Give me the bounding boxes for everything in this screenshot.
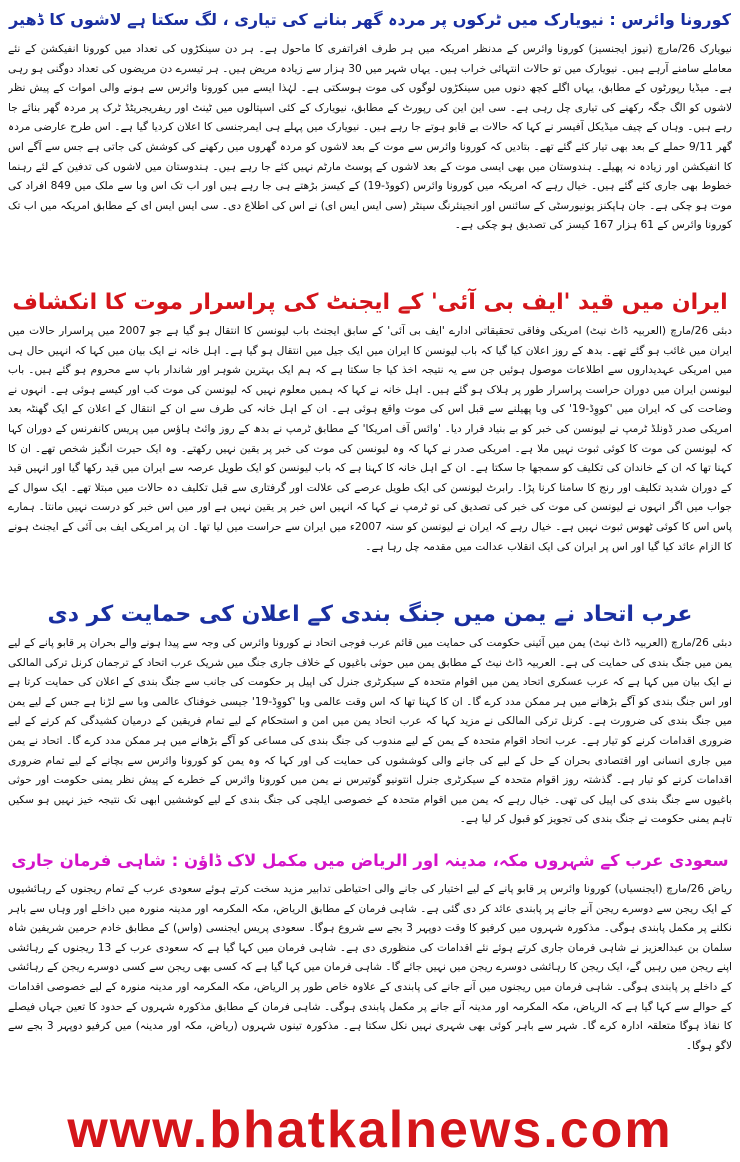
headline-saudi-lockdown: سعودی عرب کے شہروں مکہ، مدینہ اور الریاض میں مکمل لاک ڈاؤن : شاہی فرمان جاری <box>11 851 729 870</box>
headline-new-york-morgue: کورونا وائرس : نیویارک میں ٹرکوں پر مردہ گھر بنانے کی تیاری ، لگ سکتا ہے لاشوں کا ڈھیر <box>9 10 731 29</box>
article-fbi-agent-iran <box>0 280 740 614</box>
body-yemen-ceasefire: دبئی 26/مارچ (العربیہ ڈاٹ نیٹ) یمن میں آئینی حکومت کی حمایت میں قائم عرب فوجی اتحاد نے کورونا وائرس کی وجہ سے پیدا ہونے والے بحران پر قابو پانے کے لیے یمن میں جنگ بندی کی حمایت کی ہے۔ العربیہ ڈاٹ نیٹ کے مطابق یمن میں حوثی باغیوں کے خلاف جاری جنگ میں شریک عرب اتحاد کے ترجمان کرنل ترکی المالکی نے ایک بیان میں کہا ہے کہ عرب عسکری اتحاد یمن میں اقوام متحدہ کے سیکرٹری جنرل کی اپیل پر حکومت کی جانب سے جنگ بندی کے اعلان کی حمایت کرتا ہے اور اس جنگ بندی کو آگے بڑھانے میں ہر ممکن مدد کرے گا۔ ان کا کہنا تھا کہ اس وقت عالمی وبا 'کووِڈ-19' جیسی خوفناک عالمی وبا سے لڑنا ہے جس کے لیے یمن میں جنگ بندی کی ضرورت ہے۔ کرنل ترکی المالکی نے مزید کہا کہ عرب اتحاد یمن میں امن و استحکام کے لیے تمام فریقین کے درمیان کشیدگی کم کرنے کے لیے ضروری اقدامات کرنے کو تیار ہے۔ عرب اتحاد اقوام متحدہ کے یمن کے لیے مندوب کی جنگ بندی کی مساعی کو آگے بڑھانے میں ہر ممکن مدد کرے گا۔ اتحاد نے یمن میں جاری انسانی اور اقتصادی بحران کے حل کے لیے کی جانے والی کوششوں کی حمایت کی اور کہا کہ وہ یمن کو کورونا وائرس سے بچانے کے لیے تمام ضروری اقدامات کرنے کو تیار ہے۔ گذشتہ روز اقوام متحدہ کے سیکرٹری جنرل انتونیو گوتیرس نے یمن میں کورونا وائرس کے خطرے کے پیش نظر یمنی حکومت اور حوثی باغیوں سے جنگ بندی کی اپیل کی تھی۔ خیال رہے کہ یمن میں اقوام متحدہ کے خصوصی ایلچی کی جنگ بندی کے لیے کوششیں ابھی تک نتیجہ خیز نہیں ہو سکیں تاہم یمنی حکومت نے جنگ بندی کی تجویز کو قبول کر لیا ہے۔ <box>8 637 732 826</box>
headline-fbi-agent-iran: ایران میں قید 'ایف بی آئی' کے ایجنٹ کی پراسرار موت کا انکشاف <box>12 290 728 315</box>
article-yemen-ceasefire <box>0 596 740 869</box>
body-saudi-lockdown: ریاض 26/مارچ (ایجنسیاں) کورونا وائرس پر قابو پانے کے لیے اختیار کی جانے والی احتیاطی تدابیر مزید سخت کرتے ہوئے سعودی عرب کے تمام ریجنوں کے رہائشیوں کے ایک ریجن سے دوسرے ریجن آنے جانے پر پابندی عائد کر دی گئی ہے۔ شاہی فرمان کے مطابق الریاض، مکہ المکرمہ اور مدینہ منورہ میں داخلے اور وہاں سے باہر نکلنے پر مکمل پابندی ہوگی۔ مذکورہ شہروں میں کرفیو کا وقت دوپہر 3 بجے سے شروع ہوگا۔ سعودی پریس ایجنسی (واس) کے مطابق خادم حرمین شریفین شاہ سلمان بن عبدالعزیز نے شاہی فرمان جاری کرتے ہوئے نئے اقدامات کی منظوری دی ہے۔ شاہی فرمان میں کہا گیا ہے کہ سعودی عرب کے 13 ریجنوں کے رہائشی اپنے ریجن میں رہیں گے، ایک ریجن کا رہائشی دوسرے ریجن میں نہیں جائے گا۔ شاہی فرمان میں کہا گیا ہے کہ کسی بھی ریجن سے کسی دوسرے ریجن کے رہائشی کے داخلے پر پابندی ہوگی۔ شاہی فرمان میں ریجنوں میں آنے جانے کی پابندی کے علاوہ خاص طور پر الریاض، مکہ المکرمہ اور مدینہ منورہ کے لیے خصوصی اقدامات کے حوالے سے کہا گیا ہے کہ الریاض، مکہ المکرمہ اور مدینہ آنے جانے پر مکمل پابندی ہوگی۔ شاہی فرمان کے مطابق مذکورہ شہروں کے حدود کا تعین جہاں فیصلے کا نفاذ ہوگا متعلقہ ادارہ کرے گا۔ شہر سے باہر کوئی بھی شہری نہیں نکل سکتا ہے۔ مذکورہ تینوں شہروں (ریاض، مکہ اور مدینہ) میں کرفیو دوپہر 3 بجے سے لاگو ہوگا۔ <box>8 883 732 1052</box>
headline-yemen-ceasefire: عرب اتحاد نے یمن میں جنگ بندی کے اعلان کی حمایت کر دی <box>47 602 693 627</box>
footer-site-url[interactable]: www.bhatkalnews.com <box>67 1101 673 1159</box>
body-new-york-morgue: نیویارک 26/مارچ (نیوز ایجنسیز) کورونا وائرس کے مدنظر امریکہ میں ہر طرف افراتفری کا ماحول ہے۔ ہر دن سینکڑوں کی تعداد میں کورونا انفیکشن کے نئے معاملے سامنے آرہے ہیں۔ نیویارک میں تو حالات انتہائی خراب ہیں۔ یہاں شہر میں 30 ہزار سے زیادہ مریض ہیں۔ ہر تیسرے دن مریضوں کی تعداد دوگنی ہو رہی ہے۔ میڈیا رپورٹوں کے مطابق، یہاں اگلے کچھ دنوں میں سینکڑوں لوگوں کی موت ہوسکتی ہے۔ لہٰذا ایسے میں کورونا وائرس سے ہونے والی اموات کے پیش نظر لاشوں کو الگ جگہ رکھنے کی تیاری چل رہی ہے۔ سی این این کی رپورٹ کے مطابق، نیویارک کے کئی اسپتالوں میں ٹینٹ اور ریفریجریٹڈ ٹرک پر مردہ گھر بنائے جا رہے ہیں۔ وہاں کے چیف میڈیکل آفیسر نے کہا کہ حالات بے قابو ہوتے جا رہے ہیں۔ نیویارک میں پہلے ہی ایمرجنسی کا اعلان کردیا گیا ہے۔ اس طرح عارضی مردہ گھر 9/11 حملے کے بعد بھی تیار کئے گئے تھے۔ بتادیں کہ کورونا وائرس سے موت کے بعد لاشوں کو مردہ گھروں میں رکھنے کی کوشش کی جاتی ہے جس سے آگے اس کا انفیکشن اور زیادہ نہ پھیلے۔ ہندوستان میں بھی ایسی موت کے بعد لاشوں کے پوسٹ مارٹم نہیں کئے جا رہے ہیں۔ ہندوستان میں لاشوں کی تدفین کے لئے رہنما خطوط بھی جاری کئے گئے ہیں۔ خیال رہے کہ امریکہ میں کورونا وائرس (کووڈ-19) کے کیسز بڑھتے ہی جا رہے ہیں اور اب تک اس وبا سے ملک میں 849 افراد کی موت ہو چکی ہے۔ جان ہاپکنز یونیورسٹی کے سائنس اور انجینئرنگ سینٹر (سی ایس ایس ای) نے اس کی اطلاع دی۔ سی ایس ایس ای کے مطابق امریکہ میں اب تک کورونا وائرس کے 61 ہزار 167 کیسز کی تصدیق ہو چکی ہے۔ <box>8 43 732 232</box>
article-saudi-lockdown <box>0 842 740 1135</box>
body-fbi-agent-iran: دبئی 26/مارچ (العربیہ ڈاٹ نیٹ) امریکی وفاقی تحقیقاتی ادارے 'ایف بی آئی' کے سابق ایجنٹ باب لیونسن کا انتقال ہو گیا ہے جو 2007 میں پراسرار حالات میں ایران میں غائب ہو گئے تھے۔ بدھ کے روز اعلان کیا گیا کہ باب لیونسن کا ایران میں ایک جیل میں انتقال ہو گیا ہے۔ اہل خانہ نے ایک بیان میں کہا کہ انہیں حال ہی میں امریکی عہدیداروں سے اطلاعات موصول ہوئیں جن سے یہ نتیجہ اخذ کیا جا سکتا ہے کہ ہم ایک بہترین شوہر اور شاندار باپ سے محروم ہو گئے ہیں۔ باب لیونسن ایران میں دوران حراست پراسرار طور پر ہلاک ہو گئے ہیں۔ اہل خانہ نے کہا کہ ہمیں معلوم نہیں کہ لیونسن کی موت کب اور کیسے ہوئی ہے۔ انہوں نے وضاحت کی کہ ایران میں 'کووِڈ-19' کی وبا پھیلنے سے قبل اس کی موت واقع ہوئی ہے۔ ان کے اہل خانہ کی طرف سے ان کے انتقال کے اعلان کے ایک گھنٹہ بعد امریکی صدر ڈونلڈ ٹرمپ نے لیونسن کی خبر کو بے بنیاد قرار دیا۔ 'وائس آف امریکا' کے مطابق ٹرمپ نے بدھ کے روز وائٹ ہاؤس میں پریس کانفرنس کے دوران کہا کہ لیونسن کی موت کا کوئی ثبوت نہیں ملا ہے۔ امریکی صدر نے کہا کہ وہ لیونسن کی موت کی خبر پر یقین نہیں رکھتے۔ وہ ایک حیرت انگیز شخص تھے۔ ان کا کہنا تھا کہ ان کے خاندان کی تکلیف کو سمجھا جا سکتا ہے۔ ان کے اہل خانہ کا کہنا ہے کہ باب لیونسن کو ایک طویل عرصہ سے ایران میں قید رکھا گیا اور انہیں قید کے دوران شدید تکلیف اور رنج کا سامنا کرنا پڑا۔ رابرٹ لیونسن کی ایک طویل عرصے کی علالت اور گرفتاری سے قبل تکلیف دہ حالات میں مبتلا تھے۔ ایک سوال کے جواب میں اگر انہوں نے لیونسن کی موت کی خبر کی تصدیق کی تو ٹرمپ نے کہا کہ انہیں اس خبر پر یقین نہیں ہے اور میں اس خبر کو درست نہیں مانتا۔ ہمارے پاس اس کا کوئی ٹھوس ثبوت نہیں ہے۔ خیال رہے کہ ایران نے لیونسن کو سنہ 2007ء میں ایران سے حراست میں لیا تھا۔ ان پر امریکی ایف بی آئی کے ایجنٹ ہونے کا الزام عائد کیا گیا اور اس پر ایران کی ایک انقلاب عدالت میں مقدمہ چل رہا ہے۔ <box>8 325 732 553</box>
